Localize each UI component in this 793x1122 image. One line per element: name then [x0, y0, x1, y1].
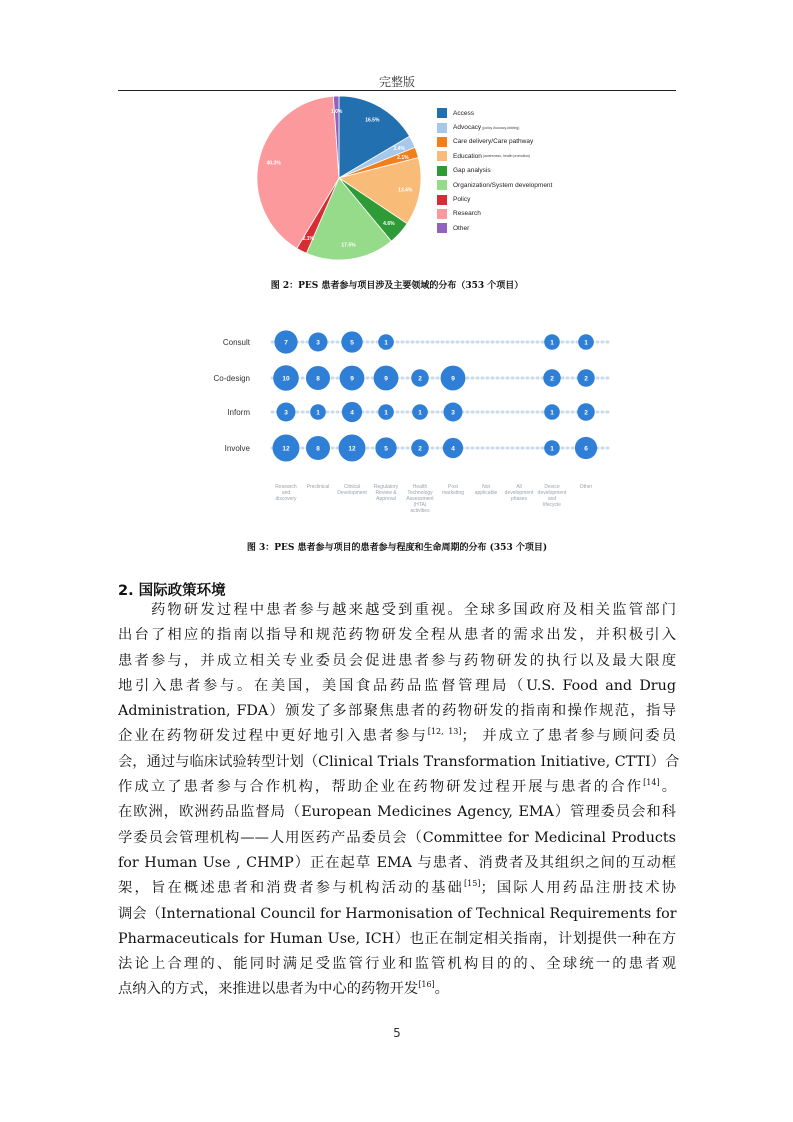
- legend-label: Research: [453, 210, 481, 218]
- legend-label: Other: [453, 224, 470, 232]
- bubble-value: 9: [451, 375, 455, 383]
- column-label: Clinical Development: [337, 484, 367, 496]
- paragraph-line: 学委员会管理机构——人用医药产品委员会（Committee for Medicinal Products: [118, 829, 676, 846]
- bubble-value: 5: [350, 339, 354, 347]
- bubble-value: 12: [348, 445, 356, 453]
- legend-item: [437, 135, 552, 149]
- bubble-value: 1: [418, 409, 422, 417]
- pie-slice-label: 2.1%: [397, 155, 409, 162]
- citation: [15]: [464, 879, 481, 889]
- pie-chart: [250, 94, 430, 266]
- legend-swatch: [437, 108, 447, 118]
- bubble-value: 1: [316, 409, 320, 417]
- legend-swatch: [437, 151, 447, 161]
- column-label: Research and discovery: [275, 484, 297, 502]
- legend-label: Education: [453, 152, 482, 160]
- bubble-value: 2: [584, 375, 588, 383]
- legend-label: Care delivery/Care pathway: [453, 138, 534, 146]
- bubble-value: 12: [282, 445, 290, 453]
- pie-slice-label: 2.4%: [393, 146, 405, 153]
- page-header: 完整版: [378, 75, 415, 89]
- pie-slice-label: 1.0%: [330, 108, 343, 115]
- bubble-value: 2: [550, 375, 554, 383]
- pie-slice-label: 2.1%: [302, 235, 314, 242]
- bubble-value: 10: [282, 375, 290, 383]
- column-label: Regulatory Review & Approval: [373, 484, 399, 502]
- column-label: Post marketing: [442, 484, 464, 496]
- bubble-value: 6: [584, 445, 588, 453]
- section-paragraph: [118, 598, 680, 1003]
- legend-label: Organization/System development: [453, 181, 553, 189]
- legend-swatch: [437, 123, 447, 133]
- figure-3-caption: 图 3：PES 患者参与项目的患者参与程度和生命周期的分布 (353 个项目): [246, 543, 548, 553]
- column-label: Other: [579, 484, 593, 490]
- paragraph-line: 点纳入的方式，来推进以患者为中心的药物开发[16]。: [118, 980, 449, 998]
- paragraph-line: 出台了相应的指南以指导和规范药物研发全程从患者的需求出发，并积极引入: [118, 627, 676, 644]
- paragraph-line: Administration, FDA）颁发了多部聚焦患者的药物研发的指南和操作规范，指导: [118, 703, 676, 720]
- row-label: Inform: [227, 408, 250, 417]
- column-label: Not applicable: [474, 484, 498, 496]
- bubble-value: 3: [284, 409, 288, 417]
- paragraph-line: 药物研发过程中患者参与越来越受到重视。全球多国政府及相关监管部门: [118, 602, 676, 618]
- legend-item: [437, 120, 552, 134]
- column-label: All development phases: [504, 484, 534, 502]
- citation: [14]: [643, 778, 660, 788]
- pie-slice-label: 16.5%: [365, 117, 380, 124]
- citation: [16]: [418, 980, 435, 990]
- paragraph-line: 企业在药物研发过程中更好地引入患者参与[12, 13]； 并成立了患者参与顾问委员: [118, 727, 677, 745]
- bubble-value: 1: [550, 339, 554, 347]
- legend-label: Policy: [453, 196, 471, 204]
- pie-slice-label: 17.5%: [341, 242, 356, 249]
- citation: [12, 13]: [427, 727, 462, 737]
- paragraph-line: 调会（International Council for Harmonisation of Technical Requirements for: [118, 905, 677, 922]
- paragraph-line: 架，旨在概述患者和消费者参与机构活动的基础[15]；国际人用药品注册技术协: [118, 879, 677, 897]
- legend-swatch: [437, 195, 447, 205]
- legend-swatch: [437, 209, 447, 219]
- column-label: Device development and lifecycle: [537, 484, 567, 508]
- paragraph-line: 法论上合理的、能同时满足受监管行业和监管机构目的的、全球统一的患者观: [118, 956, 676, 973]
- pie-slice-label: 4.6%: [383, 221, 395, 228]
- legend-item: [437, 192, 552, 206]
- bubble-value: 1: [550, 409, 554, 417]
- paragraph-line: 在欧洲，欧洲药品监督局（European Medicines Agency, EMA）管理委员会和科: [118, 804, 676, 821]
- legend-item: [437, 164, 552, 178]
- row-label: Co-design: [213, 374, 250, 383]
- legend-swatch: [437, 223, 447, 233]
- bubble-value: 2: [418, 375, 422, 383]
- section-title: 2. 国际政策环境: [118, 583, 226, 599]
- figure-2-caption: 图 2：PES 患者参与项目涉及主要领域的分布（353 个项目）: [270, 281, 524, 291]
- legend-item: [437, 178, 552, 192]
- paragraph-line: 作成立了患者参与合作机构，帮助企业在药物研发过程开展与患者的合作[14]。: [118, 778, 677, 796]
- bubble-value: 1: [550, 445, 554, 453]
- legend-item: [437, 106, 552, 120]
- paragraph-line: 会，通过与临床试验转型计划（Clinical Trials Transformation Initiative, CTTI）合: [118, 753, 680, 770]
- legend-swatch: [437, 180, 447, 190]
- row-label: Consult: [222, 338, 250, 347]
- bubble-value: 4: [350, 409, 354, 417]
- bubble-value: 1: [584, 339, 588, 347]
- bubble-value: 5: [384, 445, 388, 453]
- paragraph-line: Pharmaceuticals for Human Use, ICH）也正在制定相关指南，计划提供一种在方: [118, 930, 676, 947]
- bubble-value: 1: [384, 339, 388, 347]
- bubble-chart: [200, 320, 620, 520]
- bubble-value: 2: [584, 409, 588, 417]
- row-label: Involve: [224, 444, 250, 453]
- pie-slice-label: 13.4%: [398, 187, 413, 194]
- bubble-value: 1: [384, 409, 388, 417]
- bubble-value: 9: [350, 375, 354, 383]
- paragraph-line: 地引入患者参与。在美国，美国食品药品监督管理局（U.S. Food and Drug: [118, 677, 676, 694]
- legend-note: (policy Avocacy,lobbing): [482, 125, 520, 130]
- bubble-value: 8: [316, 375, 320, 383]
- legend-swatch: [437, 137, 447, 147]
- header-rule: [118, 90, 676, 91]
- legend-label: Advocacy: [453, 124, 482, 132]
- legend-note: (awareness, health promotion): [482, 154, 531, 159]
- pie-legend: [437, 106, 552, 236]
- bubble-value: 3: [451, 409, 455, 417]
- legend-label: Gap analysis: [453, 167, 491, 175]
- legend-item: [437, 149, 552, 163]
- legend-swatch: [437, 166, 447, 176]
- legend-label: Access: [453, 109, 474, 117]
- pie-slice-label: 40.3%: [266, 160, 281, 167]
- bubble-value: 8: [316, 445, 320, 453]
- paragraph-line: for Human Use , CHMP）正在起草 EMA 与患者、消费者及其组织之间的互动框: [118, 854, 676, 871]
- bubble-value: 9: [384, 375, 388, 383]
- legend-item: [437, 207, 552, 221]
- bubble-value: 4: [451, 445, 455, 453]
- paragraph-line: 患者参与，并成立相关专业委员会促进患者参与药物研发的执行以及最大限度: [118, 652, 676, 669]
- bubble-value: 7: [284, 339, 288, 347]
- bubble-value: 3: [316, 339, 320, 347]
- bubble-value: 2: [418, 445, 422, 453]
- column-label: Health Technology Assessment (HTA) activities: [406, 484, 434, 514]
- column-label: Preclinical: [306, 484, 330, 490]
- legend-item: [437, 221, 552, 235]
- page-number: 5: [393, 1026, 401, 1040]
